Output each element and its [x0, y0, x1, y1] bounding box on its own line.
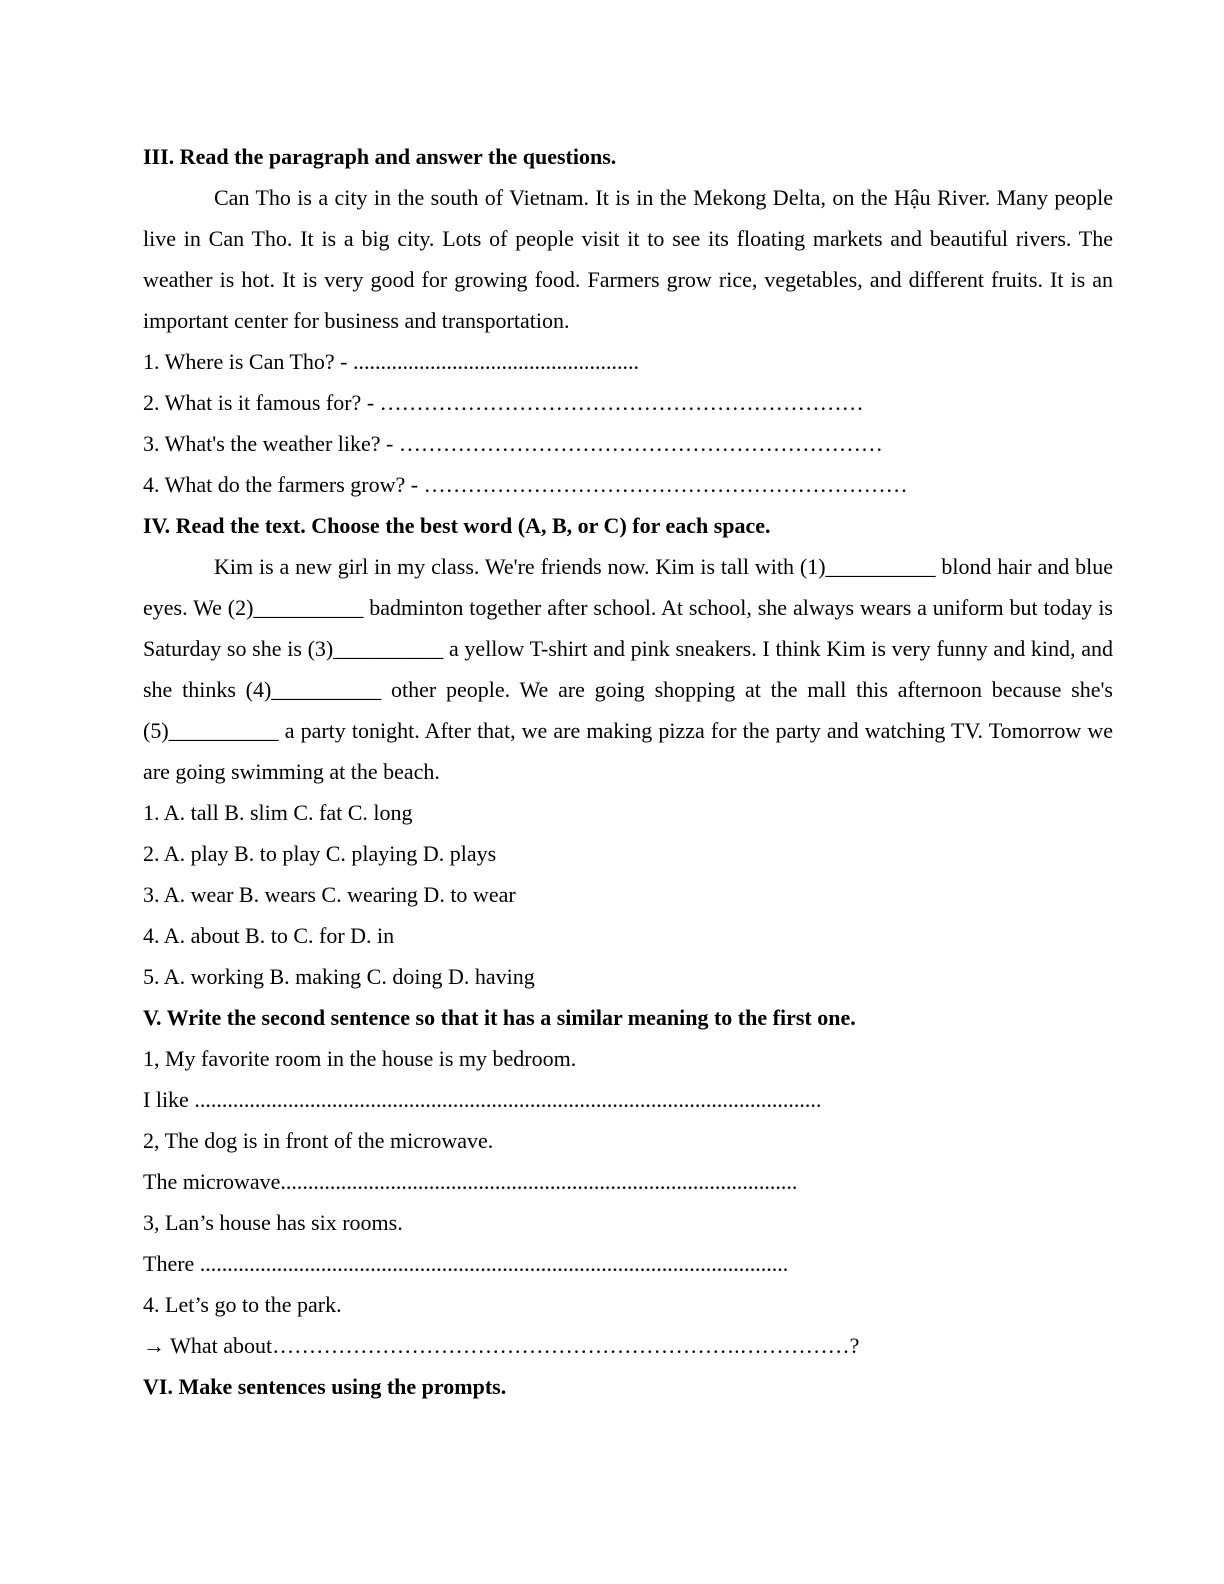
rewrite-item-2-original: 2, The dog is in front of the microwave. — [143, 1128, 494, 1153]
section-5-heading: V. Write the second sentence so that it has a similar meaning to the first one. — [143, 1005, 856, 1030]
question-4: 4. What do the farmers grow? - ………………………………………………………… — [143, 472, 908, 497]
section-6-heading: VI. Make sentences using the prompts. — [143, 1374, 507, 1399]
rewrite-item-3-original: 3, Lan’s house has six rooms. — [143, 1210, 403, 1235]
question-1: 1. Where is Can Tho? - .................................................... — [143, 349, 639, 374]
rewrite-item-1-answer: I like .................................................................................................................. — [143, 1087, 822, 1112]
option-line-3: 3. A. wear B. wears C. wearing D. to wear — [143, 882, 516, 907]
option-line-4: 4. A. about B. to C. for D. in — [143, 923, 395, 948]
option-line-1: 1. A. tall B. slim C. fat C. long — [143, 800, 413, 825]
rewrite-item-4-original: 4. Let’s go to the park. — [143, 1292, 342, 1317]
section-3-paragraph: Can Tho is a city in the south of Vietnam. It is in the Mekong Delta, on the Hậu River. Many people live in Can Tho. It is a big city. Lots of people visit it to see its floating markets and beautiful rivers. The weather is hot. It is very good for growing food. Farmers grow rice, vegetables, and different fruits. It is an important center for business and transportation. — [143, 185, 1113, 333]
section-4-paragraph: Kim is a new girl in my class. We're friends now. Kim is tall with (1)__________ blond hair and blue eyes. We (2)__________ badminton together after school. At school, she always wears a uniform but today is Saturday so she is (3)__________ a yellow T-shirt and pink sneakers. I think Kim is very funny and kind, and she thinks (4)__________ other people. We are going shopping at the mall this afternoon because she's (5)__________ a party tonight. After that, we are making pizza for the party and watching TV. Tomorrow we are going swimming at the beach. — [143, 554, 1113, 784]
rewrite-item-4-answer: → What about……………………………………………………….……………? — [143, 1333, 860, 1358]
section-3-heading: III. Read the paragraph and answer the questions. — [143, 144, 617, 169]
rewrite-item-2-answer: The microwave.............................................................................................. — [143, 1169, 798, 1194]
option-line-5: 5. A. working B. making C. doing D. having — [143, 964, 535, 989]
question-3: 3. What's the weather like? - ………………………………………………………… — [143, 431, 883, 456]
worksheet-page — [143, 136, 1113, 1407]
option-line-2: 2. A. play B. to play C. playing D. plays — [143, 841, 497, 866]
rewrite-item-3-answer: There ........................................................................................................... — [143, 1251, 789, 1276]
rewrite-item-1-original: 1, My favorite room in the house is my bedroom. — [143, 1046, 577, 1071]
question-2: 2. What is it famous for? - ………………………………………………………… — [143, 390, 864, 415]
section-4-heading: IV. Read the text. Choose the best word (A, B, or C) for each space. — [143, 513, 771, 538]
